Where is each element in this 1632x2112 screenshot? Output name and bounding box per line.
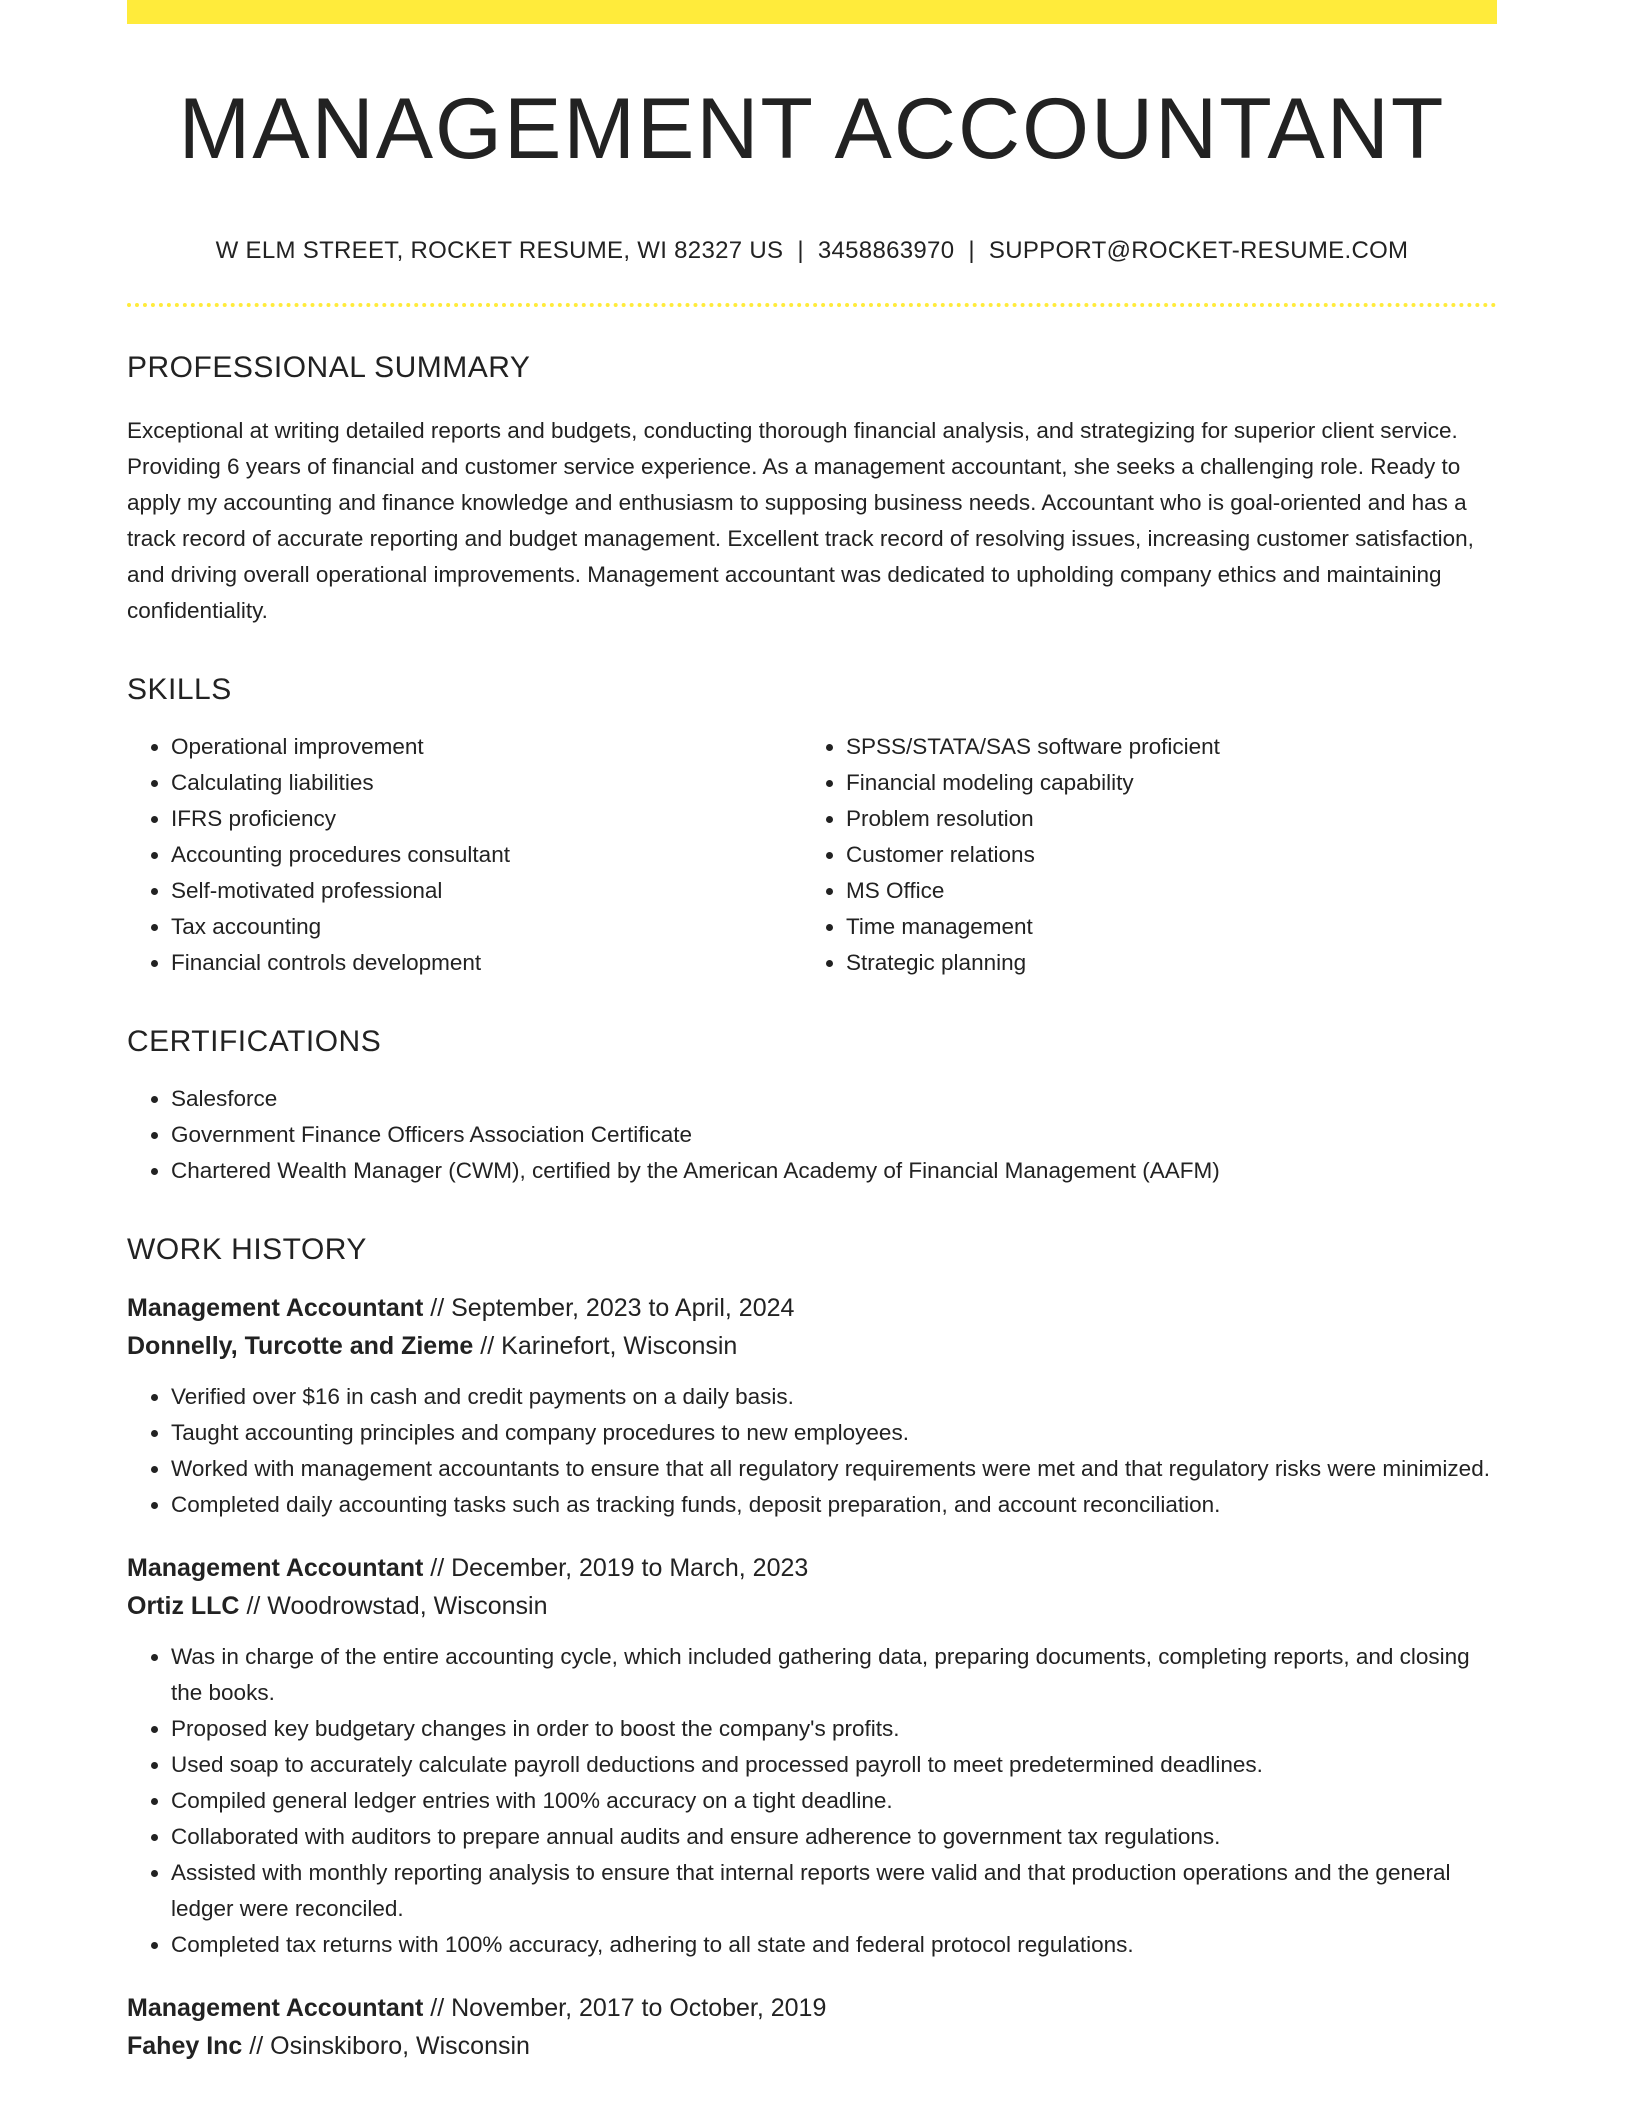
list-item: • Accounting procedures consultant bbox=[171, 837, 802, 873]
contact-line bbox=[127, 237, 1497, 265]
job-separator: // bbox=[423, 1993, 452, 2022]
job-company: Donnelly, Turcotte and Zieme bbox=[127, 1331, 474, 1360]
resume-page bbox=[127, 0, 1497, 2065]
dotted-divider bbox=[127, 303, 1497, 307]
list-item: • Calculating liabilities bbox=[171, 765, 802, 801]
job-bullet: • Proposed key budgetary changes in order to boost the company's profits. bbox=[171, 1711, 1497, 1747]
job-dates: December, 2019 to March, 2023 bbox=[451, 1553, 809, 1582]
job-entry bbox=[127, 1549, 1497, 1963]
job-company-line bbox=[127, 1587, 1497, 1625]
list-item: • Financial controls development bbox=[171, 945, 802, 981]
list-item: • Strategic planning bbox=[846, 945, 1487, 981]
certifications-list bbox=[127, 1081, 1497, 1189]
job-role: Management Accountant bbox=[127, 1553, 424, 1582]
job-bullet: • Collaborated with auditors to prepare annual audits and ensure adherence to government tax regulations. bbox=[171, 1819, 1497, 1855]
job-location: Osinskiboro, Wisconsin bbox=[270, 2031, 530, 2060]
job-role: Management Accountant bbox=[127, 1993, 424, 2022]
contact-separator: | bbox=[968, 236, 975, 264]
list-item: • Customer relations bbox=[846, 837, 1487, 873]
job-entry bbox=[127, 1289, 1497, 1523]
list-item: • Problem resolution bbox=[846, 801, 1487, 837]
list-item: • Government Finance Officers Association Certificate bbox=[171, 1117, 1497, 1153]
job-title-line bbox=[127, 1989, 1497, 2027]
job-bullet: • Taught accounting principles and company procedures to new employees. bbox=[171, 1415, 1497, 1451]
job-location: Woodrowstad, Wisconsin bbox=[267, 1591, 548, 1620]
job-bullet: • Completed daily accounting tasks such as tracking funds, deposit preparation, and account reconciliation. bbox=[171, 1487, 1497, 1523]
list-item: • Salesforce bbox=[171, 1081, 1497, 1117]
resume-title: MANAGEMENT ACCOUNTANT bbox=[178, 81, 1446, 177]
job-dates: September, 2023 to April, 2024 bbox=[451, 1293, 795, 1322]
job-bullets bbox=[127, 1639, 1497, 1963]
job-role: Management Accountant bbox=[127, 1293, 424, 1322]
job-bullet: • Used soap to accurately calculate payroll deductions and processed payroll to meet predetermined deadlines. bbox=[171, 1747, 1497, 1783]
skills-heading: SKILLS bbox=[127, 672, 232, 706]
list-item: • MS Office bbox=[846, 873, 1487, 909]
job-bullet: • Assisted with monthly reporting analysis to ensure that internal reports were valid and that production operations and the general ledger were reconciled. bbox=[171, 1855, 1497, 1927]
job-bullet: • Compiled general ledger entries with 100% accuracy on a tight deadline. bbox=[171, 1783, 1497, 1819]
contact-separator: | bbox=[797, 236, 804, 264]
list-item: • Time management bbox=[846, 909, 1487, 945]
job-dates: November, 2017 to October, 2019 bbox=[451, 1993, 827, 2022]
contact-phone: 3458863970 bbox=[817, 236, 955, 264]
job-separator: // bbox=[239, 1591, 268, 1620]
certifications-heading: CERTIFICATIONS bbox=[127, 1024, 382, 1058]
job-separator: // bbox=[242, 2031, 271, 2060]
top-accent-bar bbox=[127, 0, 1497, 24]
skills-list-left bbox=[127, 729, 802, 981]
list-item: • Self-motivated professional bbox=[171, 873, 802, 909]
contact-email: SUPPORT@ROCKET-RESUME.COM bbox=[988, 236, 1409, 264]
list-item: • IFRS proficiency bbox=[171, 801, 802, 837]
summary-text: Exceptional at writing detailed reports and budgets, conducting thorough financial analysis, and strategizing for superior client service. Providing 6 years of financial and customer service experience. As a management accountant, she seeks a challenging role. Ready to apply my accounting and finance knowledge and enthusiasm to supposing business needs. Accountant who is goal-oriented and has a track record of accurate reporting and budget management. Excellent track record of resolving issues, increasing customer satisfaction, and driving overall operational improvements. Management accountant was dedicated to upholding company ethics and maintaining confidentiality. bbox=[127, 417, 1474, 623]
job-bullets bbox=[127, 1379, 1497, 1523]
contact-address: W ELM STREET, ROCKET RESUME, WI 82327 US bbox=[215, 236, 784, 264]
work-history-heading: WORK HISTORY bbox=[127, 1232, 367, 1266]
job-separator: // bbox=[423, 1553, 452, 1582]
job-title-line bbox=[127, 1549, 1497, 1587]
job-company-line bbox=[127, 1327, 1497, 1365]
job-bullet: • Worked with management accountants to ensure that all regulatory requirements were met and that regulatory risks were minimized. bbox=[171, 1451, 1497, 1487]
summary-heading: PROFESSIONAL SUMMARY bbox=[127, 350, 531, 384]
job-bullet: • Verified over $16 in cash and credit payments on a daily basis. bbox=[171, 1379, 1497, 1415]
job-location: Karinefort, Wisconsin bbox=[501, 1331, 738, 1360]
skills-list-right bbox=[802, 729, 1487, 981]
job-bullet: • Was in charge of the entire accounting cycle, which included gathering data, preparing documents, completing reports, and closing the books. bbox=[171, 1639, 1497, 1711]
list-item: • SPSS/STATA/SAS software proficient bbox=[846, 729, 1487, 765]
job-company: Ortiz LLC bbox=[127, 1591, 240, 1620]
skills-grid bbox=[127, 707, 1497, 981]
work-history-list bbox=[127, 1289, 1497, 2065]
list-item: • Financial modeling capability bbox=[846, 765, 1487, 801]
job-entry bbox=[127, 1989, 1497, 2065]
list-item: • Tax accounting bbox=[171, 909, 802, 945]
job-title-line bbox=[127, 1289, 1497, 1327]
job-separator: // bbox=[473, 1331, 502, 1360]
list-item: • Operational improvement bbox=[171, 729, 802, 765]
list-item: • Chartered Wealth Manager (CWM), certified by the American Academy of Financial Management (AAFM) bbox=[171, 1153, 1497, 1189]
job-company-line bbox=[127, 2027, 1497, 2065]
job-separator: // bbox=[423, 1293, 452, 1322]
job-bullet: • Completed tax returns with 100% accuracy, adhering to all state and federal protocol regulations. bbox=[171, 1927, 1497, 1963]
job-company: Fahey Inc bbox=[127, 2031, 243, 2060]
